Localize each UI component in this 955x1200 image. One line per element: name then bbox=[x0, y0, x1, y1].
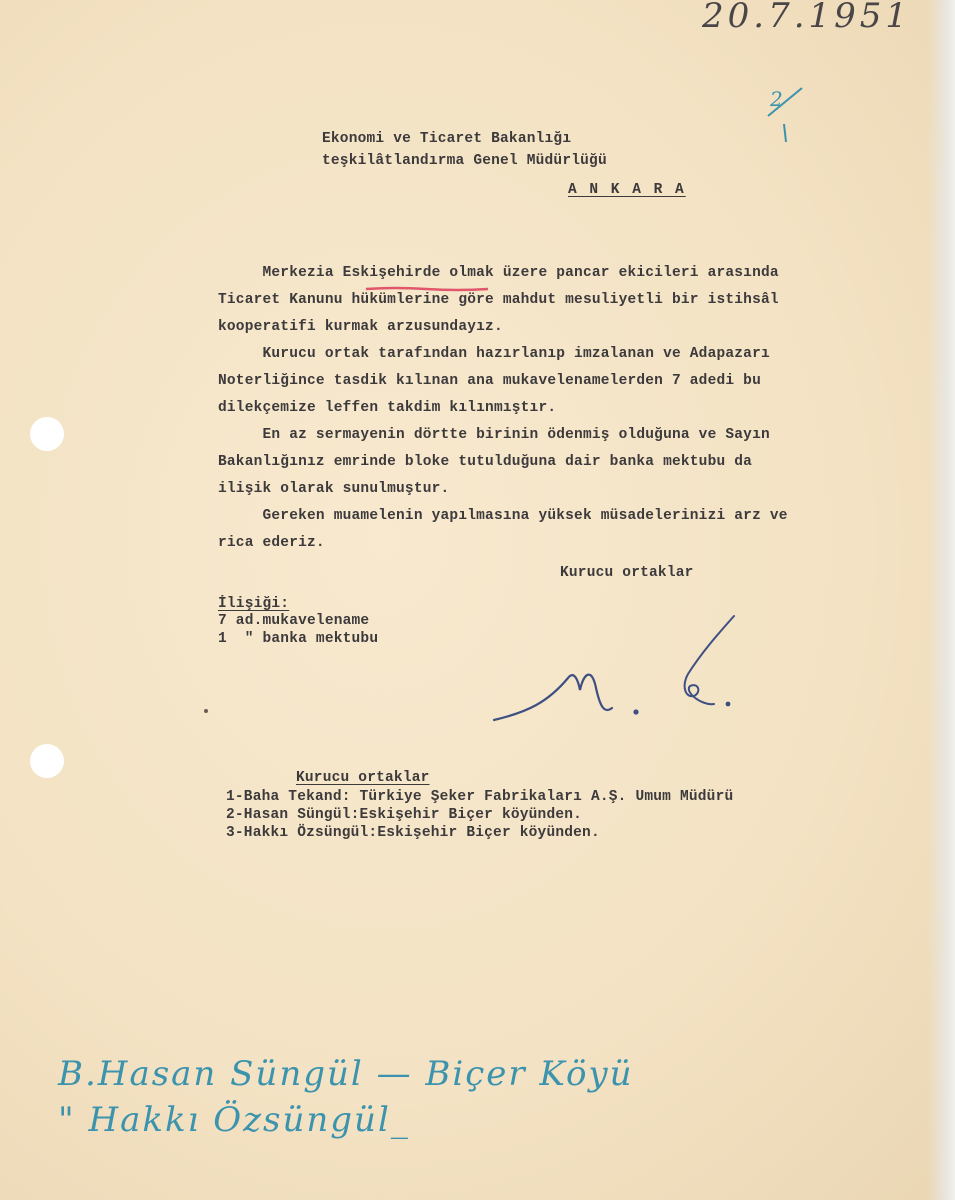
enclosure-item-2: 1 " banka mektubu bbox=[218, 631, 379, 647]
folio-mark bbox=[762, 84, 812, 148]
founder-item-3: 3-Hakkı Özsüngül:Eskişehir Biçer köyünden. bbox=[226, 825, 600, 841]
body-line-1: Merkezia Eskişehirde olmak üzere pancar ekicileri arasında bbox=[218, 265, 779, 281]
signature-dot-2 bbox=[726, 702, 731, 707]
enclosure-item-1: 7 ad.mukavelename bbox=[218, 613, 370, 629]
body-line-9: ilişik olarak sunulmuştur. bbox=[218, 481, 450, 497]
body-line-11: rica ederiz. bbox=[218, 535, 325, 551]
body-line-8: Bakanlığınız emrinde bloke tutulduğuna dair banka mektubu da bbox=[218, 454, 753, 470]
punch-hole-top bbox=[30, 417, 64, 451]
body-line-5: Noterliğince tasdik kılınan ana mukavelenamelerden 7 adedi bu bbox=[218, 373, 761, 389]
signature bbox=[488, 612, 748, 732]
handwritten-note-line-2: " Hakkı Özsüngül_ bbox=[58, 1100, 410, 1140]
founders-heading: Kurucu ortaklar bbox=[296, 770, 430, 786]
founder-item-1: 1-Baha Tekand: Türkiye Şeker Fabrikaları A.Ş. Umum Müdürü bbox=[226, 789, 734, 805]
folio-denominator bbox=[784, 124, 786, 142]
body-line-3: kooperatifi kurmak arzusundayız. bbox=[218, 319, 503, 335]
address-city: A N K A R A bbox=[568, 182, 686, 198]
handwritten-date: 20.7.1951 bbox=[702, 0, 912, 36]
folio-numerator: 2 bbox=[770, 87, 783, 111]
red-underline-stroke bbox=[366, 288, 488, 290]
address-line-2: teşkilâtlandırma Genel Müdürlüğü bbox=[322, 153, 607, 169]
body-line-2: Ticaret Kanunu hükümlerine göre mahdut mesuliyetli bir istihsâl bbox=[218, 292, 779, 308]
body-line-7: En az sermayenin dörtte birinin ödenmiş olduğuna ve Sayın bbox=[218, 427, 770, 443]
signature-stroke-1 bbox=[494, 675, 612, 720]
paper-edge bbox=[927, 0, 955, 1200]
body-line-4: Kurucu ortak tarafından hazırlanıp imzalanan ve Adapazarı bbox=[218, 346, 770, 362]
address-line-1: Ekonomi ve Ticaret Bakanlığı bbox=[322, 131, 572, 147]
body-line-6: dilekçemize leffen takdim kılınmıştır. bbox=[218, 400, 557, 416]
punch-hole-bottom bbox=[30, 744, 64, 778]
ink-speck bbox=[204, 709, 208, 713]
red-underline-mark bbox=[364, 286, 490, 292]
enclosures-heading: İlişiği: bbox=[218, 596, 290, 612]
body-line-10: Gereken muamelenin yapılmasına yüksek müsadelerinizi arz ve bbox=[218, 508, 788, 524]
signature-dot-1 bbox=[633, 709, 638, 714]
closing-line: Kurucu ortaklar bbox=[560, 565, 694, 581]
handwritten-note-line-1: B.Hasan Süngül — Biçer Köyü bbox=[58, 1054, 634, 1094]
signature-stroke-2 bbox=[685, 616, 734, 704]
founder-item-2: 2-Hasan Süngül:Eskişehir Biçer köyünden. bbox=[226, 807, 583, 823]
